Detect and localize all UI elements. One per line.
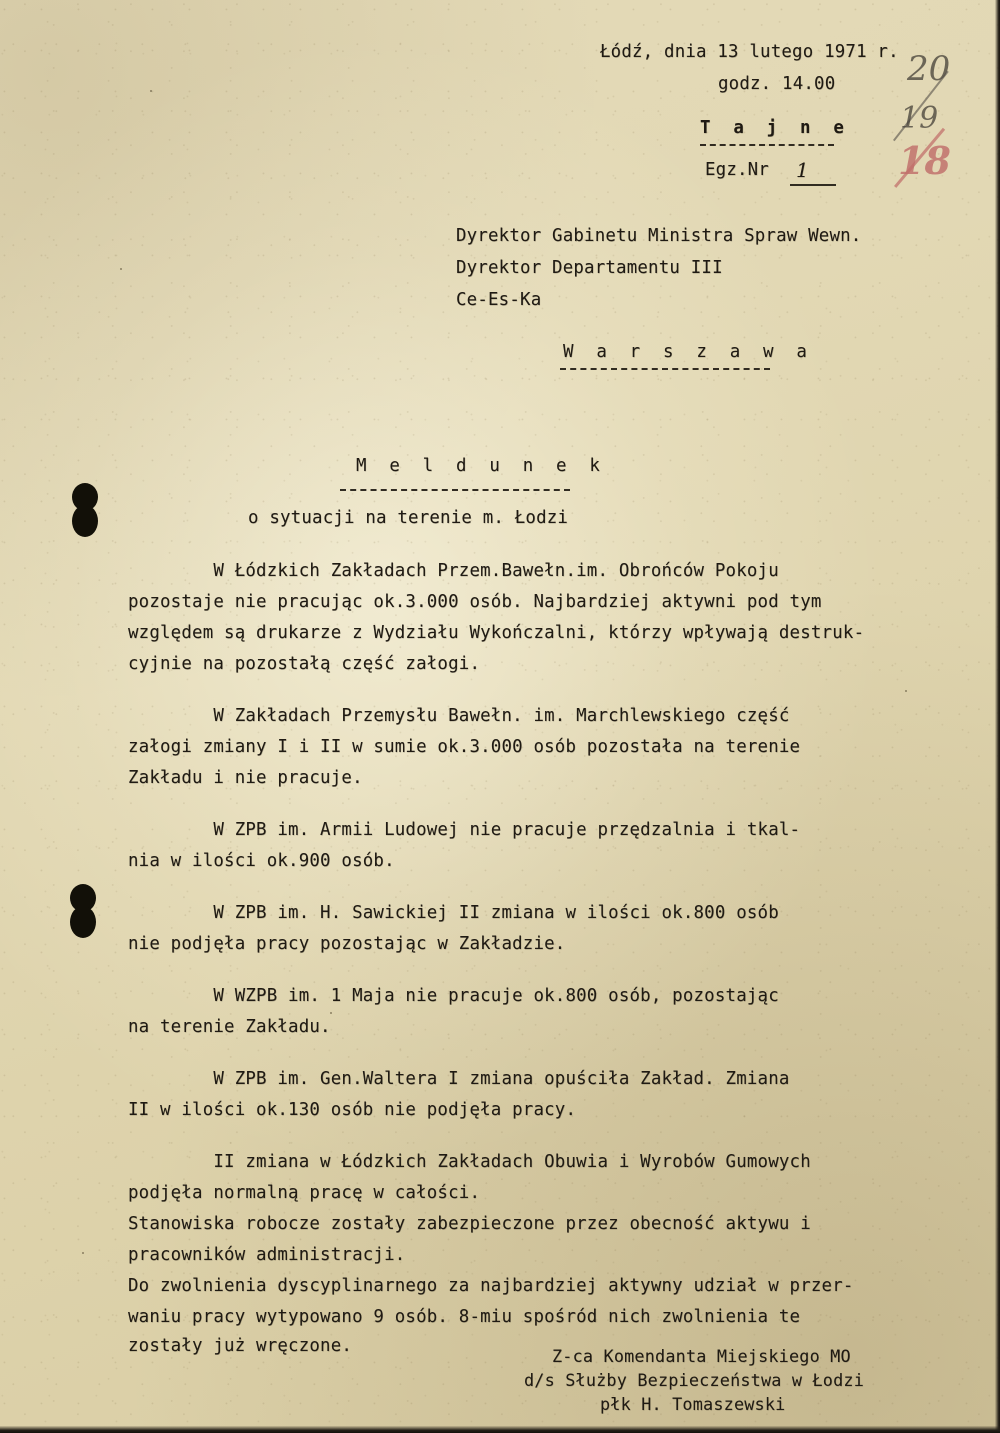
signature-line-3: płk H. Tomaszewski bbox=[600, 1394, 786, 1414]
body-line: W ZPB im. Armii Ludowej nie pracuje przędzalnia i tkal- bbox=[128, 820, 801, 840]
body-line: W Łódzkich Zakładach Przem.Bawełn.im. Obrońców Pokoju bbox=[128, 561, 779, 581]
scan-edge-right bbox=[995, 0, 1000, 1433]
addressee-city: W a r s z a w a bbox=[563, 342, 814, 362]
body-line: W ZPB im. H. Sawickiej II zmiana w ilości ok.800 osób bbox=[128, 903, 779, 923]
body-line: W ZPB im. Gen.Waltera I zmiana opuściła Zakład. Zmiana bbox=[128, 1069, 790, 1089]
annotation-pencil-crossed: 20 bbox=[907, 49, 951, 89]
body-line: waniu pracy wytypowano 9 osób. 8-miu spośród nich zwolnienia te bbox=[128, 1307, 801, 1327]
paper-speck bbox=[905, 690, 907, 692]
copy-number-label: Egz.Nr bbox=[705, 160, 770, 180]
copy-number-value: 1 bbox=[796, 158, 809, 182]
body-line: załogi zmiany I i II w sumie ok.3.000 osób pozostała na terenie bbox=[128, 737, 801, 757]
body-line: pozostaje nie pracując ok.3.000 osób. Najbardziej aktywni pod tym bbox=[128, 592, 822, 612]
body-line: cyjnie na pozostałą część załogi. bbox=[128, 654, 481, 674]
scan-edge-bottom bbox=[0, 1426, 1000, 1433]
signature-line-1: Z-ca Komendanta Miejskiego MO bbox=[552, 1346, 851, 1366]
body-line: nia w ilości ok.900 osób. bbox=[128, 851, 395, 871]
body-line: W WZPB im. 1 Maja nie pracuje ok.800 osób, pozostając bbox=[128, 986, 779, 1006]
body-line: nie podjęła pracy pozostając w Zakładzie. bbox=[128, 934, 566, 954]
annotation-crayon-number: 18 bbox=[898, 138, 951, 183]
body-line: Do zwolnienia dyscyplinarnego za najbardziej aktywny udział w przer- bbox=[128, 1276, 854, 1296]
body-line: zostały już wręczone. bbox=[128, 1336, 353, 1356]
paper-speck bbox=[82, 1252, 84, 1254]
classification-stamp: T a j n e bbox=[700, 118, 851, 138]
classification-underline bbox=[700, 144, 834, 146]
addressee-line-1: Dyrektor Gabinetu Ministra Spraw Wewn. bbox=[456, 226, 862, 246]
signature-line-2: d/s Służby Bezpieczeństwa w Łodzi bbox=[524, 1370, 865, 1390]
header-time: godz. 14.00 bbox=[718, 74, 836, 94]
addressee-city-underline bbox=[560, 368, 770, 370]
page-subtitle: o sytuacji na terenie m. Łodzi bbox=[248, 508, 569, 528]
paper-speck bbox=[150, 90, 152, 92]
body-line: II w ilości ok.130 osób nie podjęła pracy. bbox=[128, 1100, 577, 1120]
annotation-pencil-number: 19 bbox=[900, 101, 939, 136]
paper-speck bbox=[120, 268, 122, 270]
paper-speck bbox=[330, 1012, 332, 1014]
page-title: M e l d u n e k bbox=[356, 456, 607, 476]
addressee-line-3: Ce-Es-Ka bbox=[456, 290, 542, 310]
addressee-line-2: Dyrektor Departamentu III bbox=[456, 258, 723, 278]
body-line: pracowników administracji. bbox=[128, 1245, 406, 1265]
body-line: Zakładu i nie pracuje. bbox=[128, 768, 363, 788]
punch-hole-bottom bbox=[70, 884, 96, 938]
body-line: II zmiana w Łódzkich Zakładach Obuwia i Wyrobów Gumowych bbox=[128, 1152, 811, 1172]
punch-hole-top bbox=[72, 483, 98, 537]
body-line: względem są drukarze z Wydziału Wykończalni, którzy wpływają destruk- bbox=[128, 623, 865, 643]
page-title-underline bbox=[340, 489, 570, 491]
body-line: na terenie Zakładu. bbox=[128, 1017, 331, 1037]
body-line: W Zakładach Przemysłu Bawełn. im. Marchlewskiego część bbox=[128, 706, 790, 726]
body-line: podjęła normalną pracę w całości. bbox=[128, 1183, 481, 1203]
header-place-date: Łódź, dnia 13 lutego 1971 r. bbox=[600, 42, 899, 62]
body-line: Stanowiska robocze zostały zabezpieczone przez obecność aktywu i bbox=[128, 1214, 811, 1234]
copy-number-underline bbox=[790, 184, 836, 186]
